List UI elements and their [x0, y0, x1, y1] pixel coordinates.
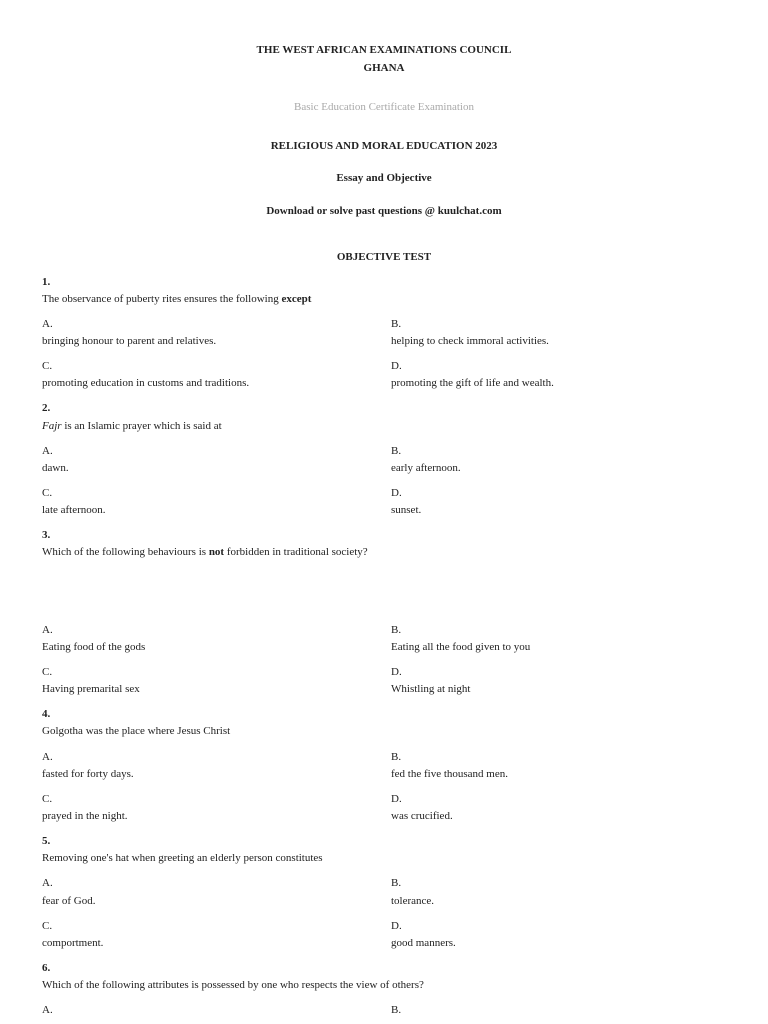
question-number: 2.: [42, 402, 51, 414]
question-number: 4.: [42, 708, 51, 720]
option-letter-d[interactable]: D.: [391, 360, 402, 372]
option-text-b[interactable]: Eating all the food given to you: [391, 641, 531, 653]
option-text-b[interactable]: fed the five thousand men.: [391, 768, 508, 780]
download-link[interactable]: Download or solve past questions @ kuulchat.com: [266, 205, 502, 217]
option-letter-b[interactable]: B.: [391, 445, 402, 457]
option-text-a[interactable]: dawn.: [42, 462, 69, 474]
question-number: 5.: [42, 835, 51, 847]
option-letter-a[interactable]: A.: [42, 624, 53, 636]
subject-title: RELIGIOUS AND MORAL EDUCATION 2023: [270, 140, 498, 152]
option-text-a[interactable]: bringing honour to parent and relatives.: [42, 335, 217, 347]
option-letter-a[interactable]: A.: [42, 445, 53, 457]
option-text-b[interactable]: early afternoon.: [391, 462, 461, 474]
option-text-d[interactable]: good manners.: [391, 937, 456, 949]
option-letter-d[interactable]: D.: [391, 666, 402, 678]
country-title: GHANA: [363, 62, 405, 74]
option-letter-a[interactable]: A.: [42, 751, 53, 763]
question-stem: Fajr is an Islamic prayer which is said at: [42, 420, 222, 432]
paper-title: Essay and Objective: [336, 172, 432, 184]
option-letter-b[interactable]: B.: [391, 624, 402, 636]
option-text-b[interactable]: tolerance.: [391, 895, 435, 907]
option-text-a[interactable]: fasted for forty days.: [42, 768, 134, 780]
option-text-a[interactable]: Eating food of the gods: [42, 641, 146, 653]
option-letter-a[interactable]: A.: [42, 1004, 53, 1016]
option-text-c[interactable]: prayed in the night.: [42, 810, 128, 822]
option-text-c[interactable]: comportment.: [42, 937, 104, 949]
option-text-d[interactable]: sunset.: [391, 504, 422, 516]
option-letter-c[interactable]: C.: [42, 793, 53, 805]
question-number: 3.: [42, 529, 51, 541]
question-stem: Golgotha was the place where Jesus Christ: [42, 725, 231, 737]
question-stem: Removing one's hat when greeting an elderly person constitutes: [42, 852, 323, 864]
option-letter-c[interactable]: C.: [42, 666, 53, 678]
option-letter-d[interactable]: D.: [391, 920, 402, 932]
option-letter-d[interactable]: D.: [391, 793, 402, 805]
option-letter-a[interactable]: A.: [42, 318, 53, 330]
exam-title: Basic Education Certificate Examination: [294, 101, 474, 113]
option-text-c[interactable]: Having premarital sex: [42, 683, 140, 695]
option-text-c[interactable]: late afternoon.: [42, 504, 106, 516]
option-text-d[interactable]: Whistling at night: [391, 683, 471, 695]
option-letter-b[interactable]: B.: [391, 1004, 402, 1016]
option-letter-b[interactable]: B.: [391, 751, 402, 763]
option-text-b[interactable]: helping to check immoral activities.: [391, 335, 549, 347]
option-letter-c[interactable]: C.: [42, 920, 53, 932]
option-letter-c[interactable]: C.: [42, 487, 53, 499]
question-number: 1.: [42, 276, 51, 288]
question-stem: Which of the following attributes is possessed by one who respects the view of others?: [42, 979, 424, 991]
option-text-d[interactable]: was crucified.: [391, 810, 453, 822]
option-letter-b[interactable]: B.: [391, 318, 402, 330]
question-stem: The observance of puberty rites ensures the following except: [42, 293, 312, 305]
option-text-c[interactable]: promoting education in customs and traditions.: [42, 377, 250, 389]
question-number: 6.: [42, 962, 51, 974]
option-letter-d[interactable]: D.: [391, 487, 402, 499]
option-letter-b[interactable]: B.: [391, 877, 402, 889]
council-title: THE WEST AFRICAN EXAMINATIONS COUNCIL: [256, 44, 512, 56]
option-letter-a[interactable]: A.: [42, 877, 53, 889]
section-title: OBJECTIVE TEST: [336, 251, 432, 263]
option-text-d[interactable]: promoting the gift of life and wealth.: [391, 377, 554, 389]
option-letter-c[interactable]: C.: [42, 360, 53, 372]
question-stem: Which of the following behaviours is not forbidden in traditional society?: [42, 546, 368, 558]
option-text-a[interactable]: fear of God.: [42, 895, 96, 907]
